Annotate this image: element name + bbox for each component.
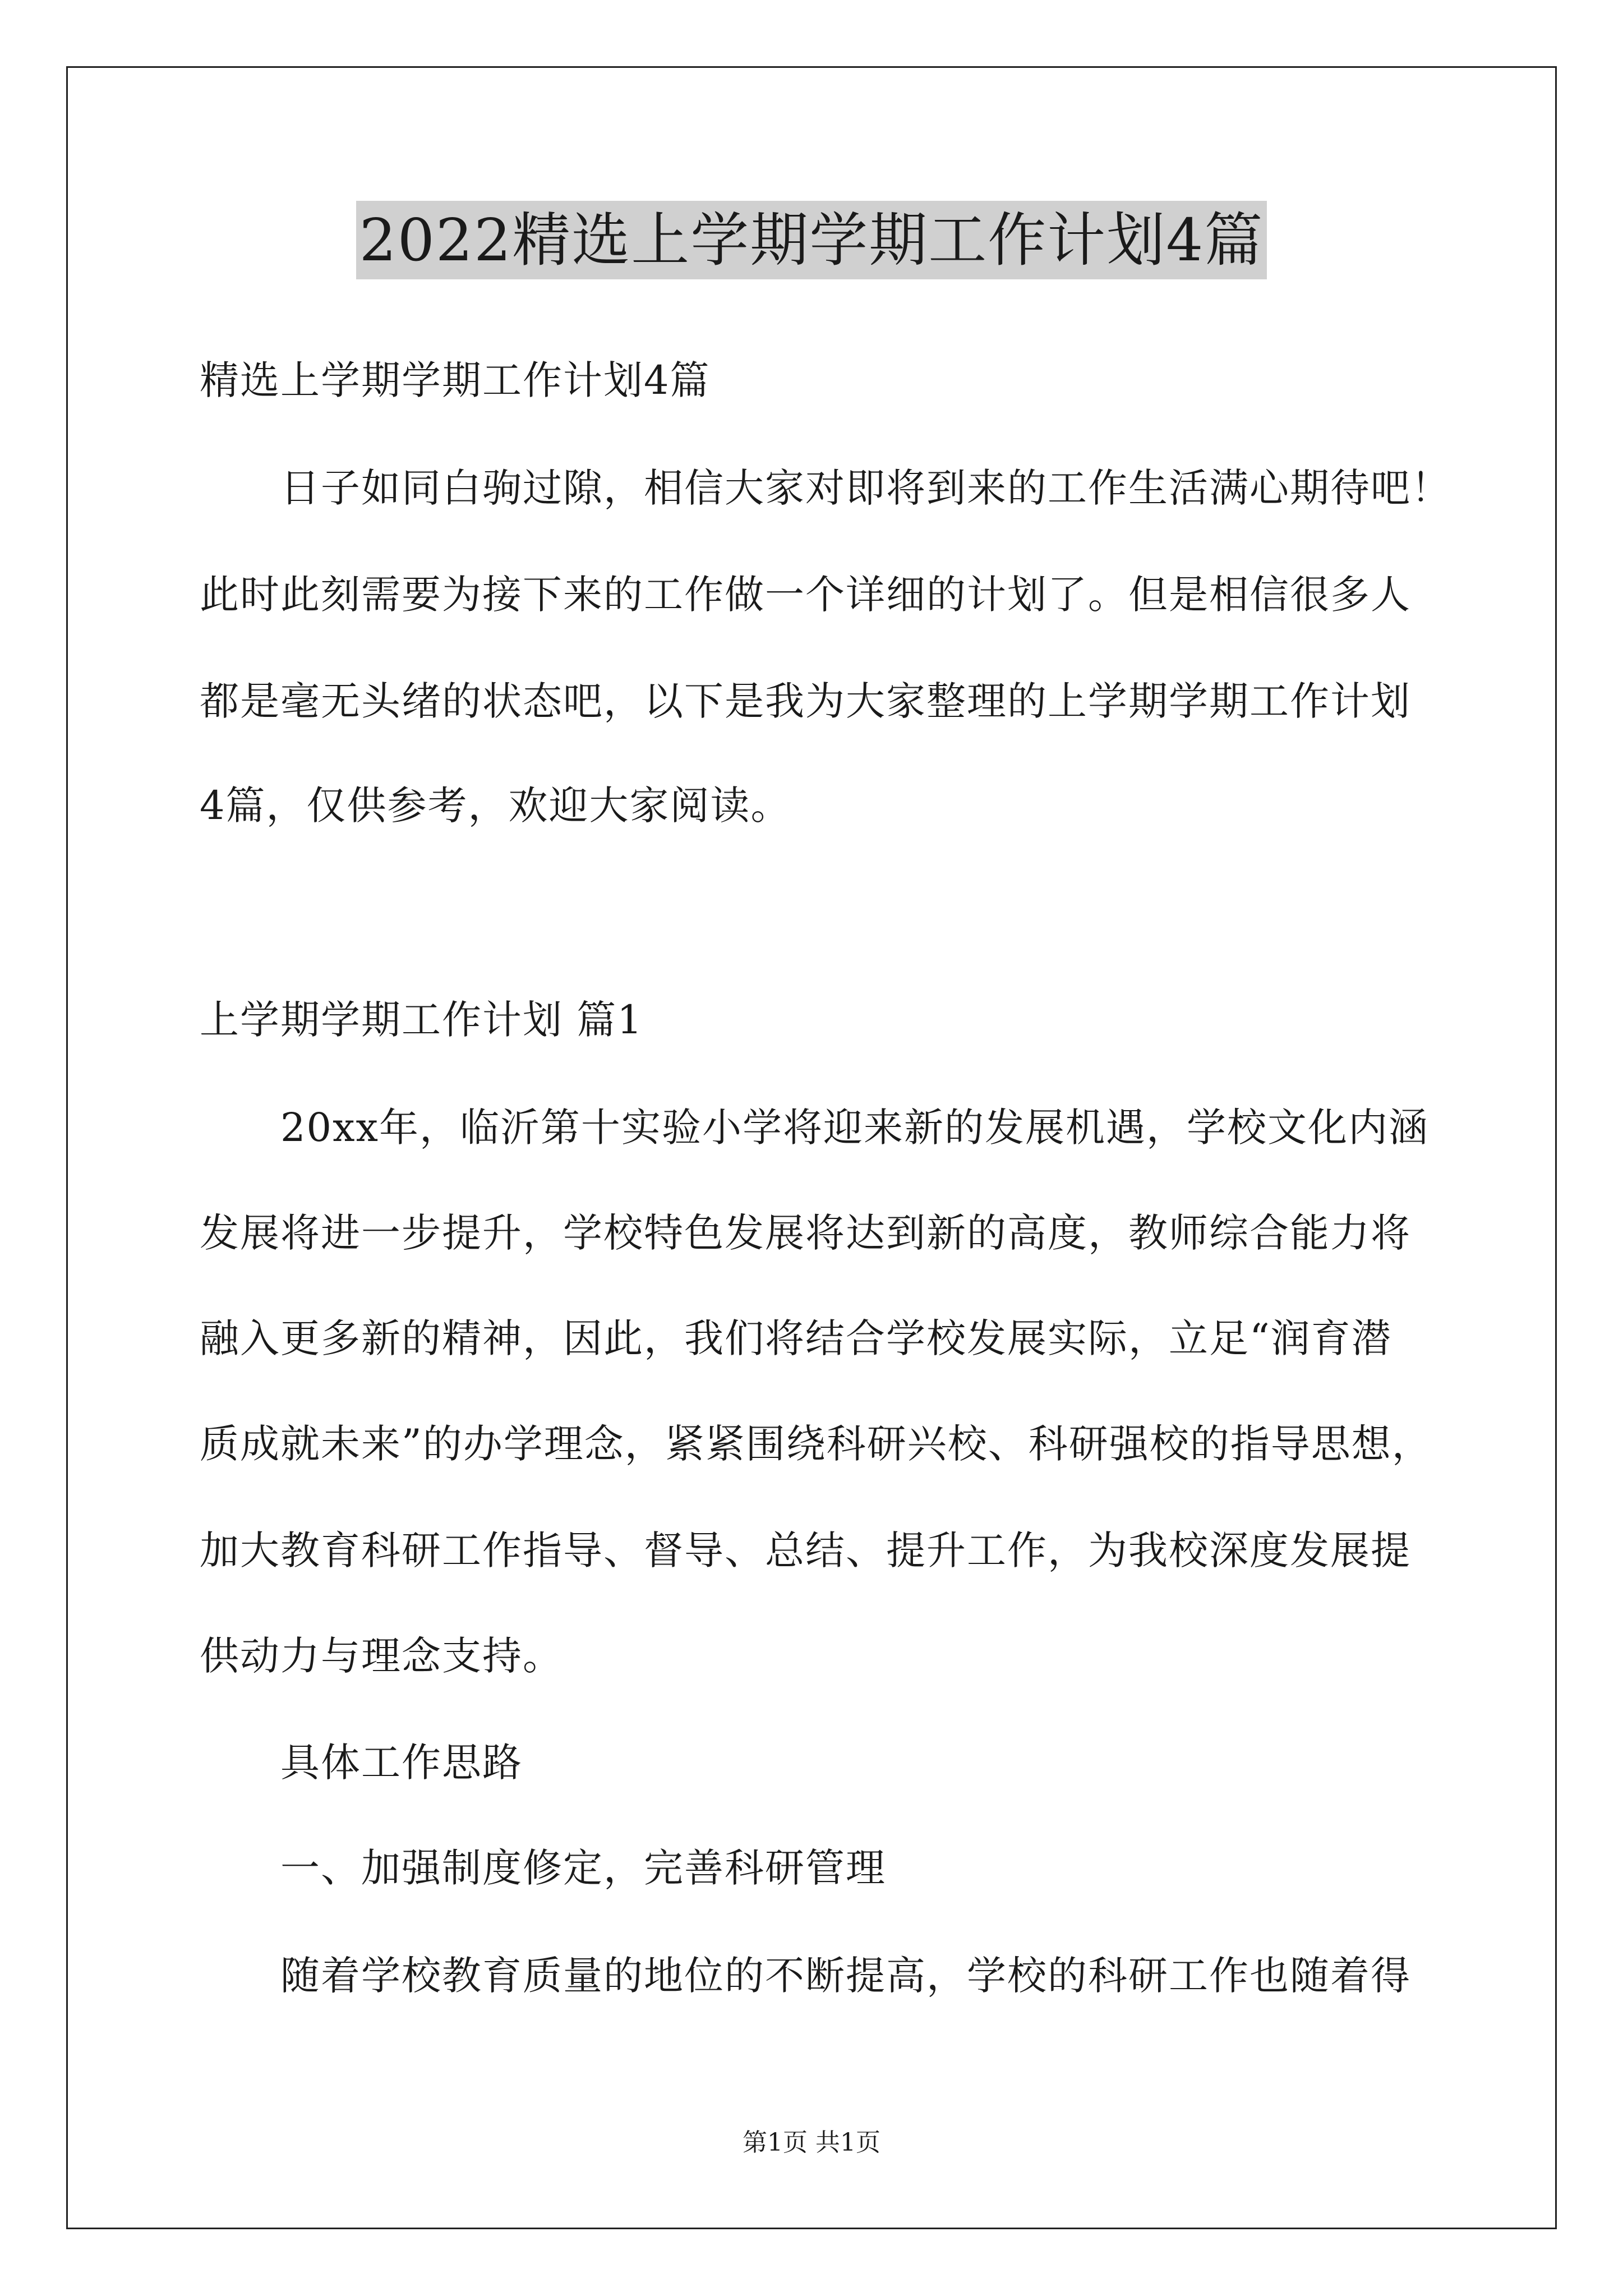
intro-line-3: 都是毫无头绪的状态吧，以下是我为大家整理的上学期学期工作计划 <box>200 678 1411 724</box>
item-heading: 一、加强制度修定，完善科研管理 <box>280 1845 886 1891</box>
body-last-line: 随着学校教育质量的地位的不断提高，学校的科研工作也随着得 <box>280 1953 1411 1999</box>
intro-line-4: 4篇，仅供参考，欢迎大家阅读。 <box>200 783 791 829</box>
section-line-6: 供动力与理念支持。 <box>200 1633 563 1679</box>
section-line-5: 加大教育科研工作指导、督导、总结、提升工作，为我校深度发展提 <box>200 1527 1411 1573</box>
section-line-2: 发展将进一步提升，学校特色发展将达到新的高度，教师综合能力将 <box>200 1210 1411 1256</box>
intro-line-1: 日子如同白驹过隙，相信大家对即将到来的工作生活满心期待吧！ <box>280 465 1451 511</box>
section-heading: 上学期学期工作计划 篇1 <box>200 997 643 1043</box>
title-container <box>0 201 1623 279</box>
document-title: 2022精选上学期学期工作计划4篇 <box>356 201 1267 279</box>
section-line-3: 融入更多新的精神，因此，我们将结合学校发展实际，立足“润育潜 <box>200 1315 1392 1361</box>
section-line-1: 20xx年，临沂第十实验小学将迎来新的发展机遇，学校文化内涵 <box>280 1105 1430 1151</box>
document-subtitle: 精选上学期学期工作计划4篇 <box>200 357 711 403</box>
sub-heading: 具体工作思路 <box>280 1740 523 1786</box>
section-line-4: 质成就未来”的办学理念，紧紧围绕科研兴校、科研强校的指导思想， <box>200 1421 1432 1467</box>
page-footer: 第1页 共1页 <box>743 2128 880 2157</box>
intro-line-2: 此时此刻需要为接下来的工作做一个详细的计划了。但是相信很多人 <box>200 572 1411 618</box>
